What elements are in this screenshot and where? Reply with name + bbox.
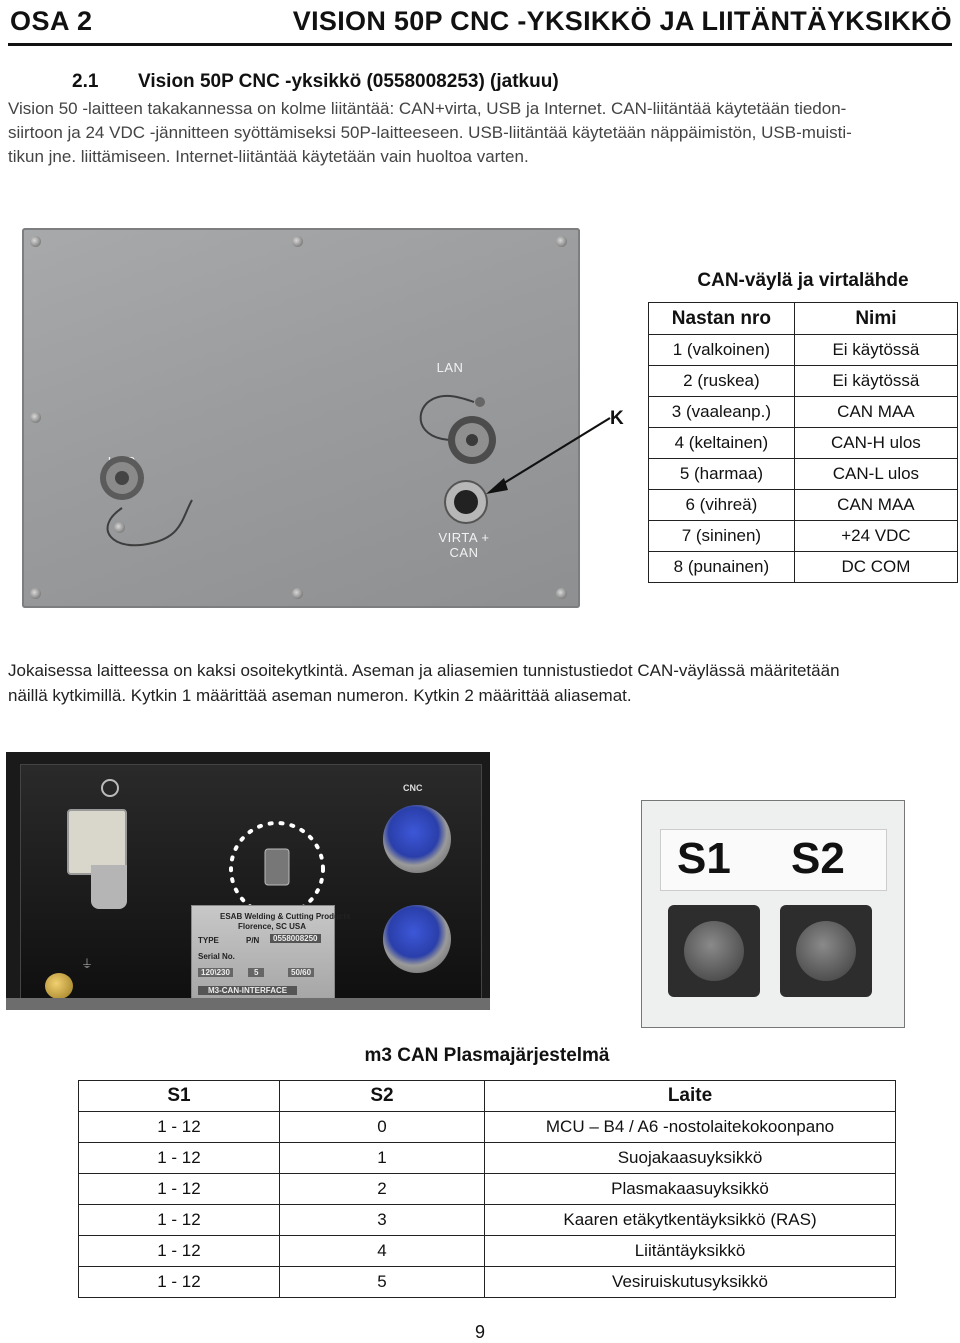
section-number: 2.1 [72, 71, 99, 92]
virta-can-label-line: CAN [449, 545, 479, 560]
table-row [649, 552, 958, 583]
amp-connector-icon [383, 905, 451, 973]
table-header-row [649, 303, 958, 335]
switch-label-strip [660, 829, 887, 891]
table-row [649, 366, 958, 397]
table-row [79, 1143, 896, 1174]
section-title: Vision 50P CNC -yksikkö (0558008253) (jatkuu) [138, 71, 559, 92]
intro-line: tikun jne. liittämiseen. Internet-liitäntää käytetään vain huoltoa varten. [8, 147, 529, 166]
s1-cell: 1 - 12 [79, 1143, 280, 1174]
nameplate-type-label: TYPE [198, 936, 219, 945]
intro-line: Vision 50 -laitteen takakannessa on kolme liitäntää: CAN+virta, USB ja Internet. CAN-liitäntää käytetään tiedon- [8, 99, 847, 118]
name-cell: +24 VDC [794, 521, 957, 552]
intro-line: siirtoon ja 24 VDC -jännitteen syöttämiseksi 50P-laitteeseen. USB-liitäntää käytetään näppäimistön, USB-muisti- [8, 123, 852, 142]
s1-rotary-switch-icon [668, 905, 760, 997]
nameplate-pn-value: 0558008250 [270, 934, 321, 943]
connector-k-label: K [610, 408, 624, 429]
column-header: Laite [485, 1081, 896, 1112]
s1-label: S1 [677, 834, 731, 883]
switch-paragraph [8, 658, 956, 708]
screw-icon [30, 412, 41, 423]
pin-cell: 3 (vaaleanp.) [649, 397, 795, 428]
column-header: S1 [79, 1081, 280, 1112]
s2-rotary-switch-icon [780, 905, 872, 997]
column-header: Nimi [794, 303, 957, 335]
table-row [649, 397, 958, 428]
address-switch-photo [641, 800, 905, 1028]
nameplate-volts: 120\230 [198, 968, 233, 977]
s2-label: S2 [791, 834, 845, 883]
interface-box-face [20, 764, 482, 1006]
s2-cell: 2 [280, 1174, 485, 1205]
table-row [79, 1205, 896, 1236]
table-row [79, 1236, 896, 1267]
table-row [649, 521, 958, 552]
screw-icon [556, 588, 567, 599]
nameplate-amps: 5 [248, 968, 264, 977]
pin-cell: 4 (keltainen) [649, 428, 795, 459]
pin-cell: 8 (punainen) [649, 552, 795, 583]
page-number: 9 [474, 1322, 485, 1342]
virta-can-label-line: VIRTA + [438, 530, 490, 545]
chapter-title: VISION 50P CNC -YKSIKKÖ JA LIITÄNTÄYKSIKKÖ [292, 6, 952, 36]
s2-cell: 0 [280, 1112, 485, 1143]
interface-box-photo [6, 752, 490, 1010]
nameplate-pn-label: P/N [246, 936, 260, 945]
column-header: S2 [280, 1081, 485, 1112]
s2-cell: 4 [280, 1236, 485, 1267]
s1-cell: 1 - 12 [79, 1236, 280, 1267]
pointer-arrow-icon [478, 408, 618, 498]
s2-cell: 3 [280, 1205, 485, 1236]
table-row [649, 459, 958, 490]
section-heading [72, 71, 559, 93]
cnc-label: CNC [403, 783, 423, 793]
header-rule [8, 43, 952, 46]
pin-cell: 1 (valkoinen) [649, 335, 795, 366]
s1-cell: 1 - 12 [79, 1267, 280, 1298]
usb-connector-icon [82, 378, 202, 558]
chapter-label: OSA 2 [10, 6, 93, 36]
pin-cell: 7 (sininen) [649, 521, 795, 552]
device-cell: MCU – B4 / A6 -nostolaitekokoonpano [485, 1112, 896, 1143]
switch-line: näillä kytkimillä. Kytkin 1 määrittää aseman numeron. Kytkin 2 määrittää aliasemat. [8, 686, 632, 705]
pin-cell: 5 (harmaa) [649, 459, 795, 490]
switch-line: Jokaisessa laitteessa on kaksi osoitekytkintä. Aseman ja aliasemien tunnistustiedot CAN-väylässä määritetään [8, 661, 840, 680]
can-pin-table [648, 302, 958, 583]
name-cell: CAN-H ulos [794, 428, 957, 459]
table-row [79, 1267, 896, 1298]
device-cell: Kaaren etäkytkentäyksikkö (RAS) [485, 1205, 896, 1236]
can-table-title: CAN-väylä ja virtalähde [697, 270, 909, 291]
pin-cell: 2 (ruskea) [649, 366, 795, 397]
table-row [79, 1112, 896, 1143]
screw-icon [30, 588, 41, 599]
s1-cell: 1 - 12 [79, 1174, 280, 1205]
name-cell: CAN MAA [794, 397, 957, 428]
nameplate-serial-label: Serial No. [198, 952, 235, 961]
nameplate [191, 905, 351, 1003]
table-row [649, 335, 958, 366]
back-panel-photo [8, 222, 600, 620]
v-mark-icon [101, 779, 119, 797]
virta-can-label [422, 530, 506, 560]
intro-paragraph [8, 97, 953, 169]
screw-icon [556, 236, 567, 247]
connector-latch-icon [91, 865, 127, 909]
table-row [79, 1174, 896, 1205]
lan-label: LAN [436, 360, 464, 375]
screw-icon [292, 236, 303, 247]
s2-cell: 5 [280, 1267, 485, 1298]
ground-stud-icon [45, 973, 73, 999]
name-cell: CAN-L ulos [794, 459, 957, 490]
table-row [649, 490, 958, 521]
nameplate-model: M3-CAN-INTERFACE [198, 986, 297, 995]
table-row [649, 428, 958, 459]
screw-icon [30, 236, 41, 247]
cnc-amp-connector-icon [383, 805, 451, 873]
name-cell: Ei käytössä [794, 366, 957, 397]
pin-cell: 6 (vihreä) [649, 490, 795, 521]
device-cell: Plasmakaasuyksikkö [485, 1174, 896, 1205]
name-cell: Ei käytössä [794, 335, 957, 366]
name-cell: DC COM [794, 552, 957, 583]
table-header-row [79, 1081, 896, 1112]
device-cell: Vesiruiskutusyksikkö [485, 1267, 896, 1298]
device-cell: Liitäntäyksikkö [485, 1236, 896, 1267]
column-header: Nastan nro [649, 303, 795, 335]
dial-knob-icon [796, 921, 856, 981]
s1-cell: 1 - 12 [79, 1112, 280, 1143]
name-cell: CAN MAA [794, 490, 957, 521]
nameplate-location: Florence, SC USA [238, 922, 307, 931]
screw-icon [292, 588, 303, 599]
m3-address-table [78, 1080, 896, 1298]
device-cell: Suojakaasuyksikkö [485, 1143, 896, 1174]
s2-cell: 1 [280, 1143, 485, 1174]
s1-cell: 1 - 12 [79, 1205, 280, 1236]
nameplate-hz: 50/60 [288, 968, 314, 977]
interface-box-foot [6, 998, 490, 1010]
m3-table-title: m3 CAN Plasmajärjestelmä [364, 1045, 610, 1066]
dial-knob-icon [684, 921, 744, 981]
ground-symbol-icon: ⏚ [81, 957, 94, 971]
nameplate-maker: ESAB Welding & Cutting Products [220, 912, 351, 921]
